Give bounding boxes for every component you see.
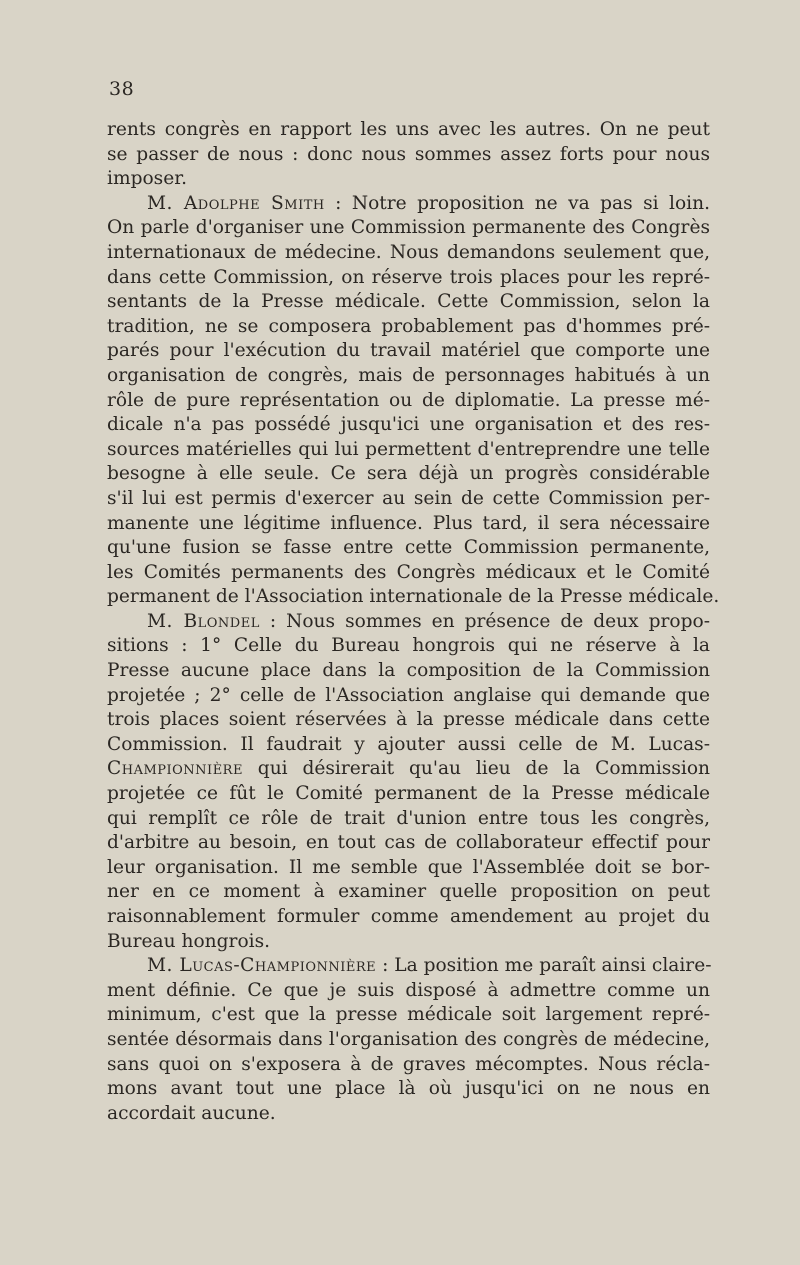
text-line: sans quoi on s'exposera à de graves mécomptes. Nous récla-	[107, 1053, 710, 1075]
text-line: rents congrès en rapport les uns avec les autres. On ne peut	[107, 119, 710, 140]
text-line: minimum, c'est que la presse médicale soit largement repré-	[107, 1004, 710, 1026]
text-line	[107, 954, 710, 979]
text-line	[107, 757, 710, 782]
text-line: d'arbitre au besoin, en tout cas de collaborateur effectif pour	[107, 832, 710, 854]
text-line: organisation de congrès, mais de personnages habitués à un	[107, 364, 710, 386]
text-line: accordait aucune.	[107, 1102, 276, 1124]
text-line	[107, 610, 710, 635]
text-line: se passer de nous : donc nous sommes assez forts pour nous	[107, 143, 710, 165]
text-line: On parle d'organiser une Commission permanente des Congrès	[107, 217, 710, 239]
paragraph	[107, 954, 710, 1126]
text-line: sentée désormais dans l'organisation des congrès de médecine,	[107, 1028, 710, 1050]
text-fragment: : Notre proposition ne va pas si loin.	[324, 192, 710, 214]
text-line: permanent de l'Association internationale de la Presse médicale.	[107, 586, 720, 608]
speaker-name: M. Adolphe Smith	[147, 192, 325, 214]
text-line: besogne à elle seule. Ce sera déjà un progrès considérable	[107, 463, 710, 485]
text-line: dans cette Commission, on réserve trois places pour les repré-	[107, 266, 710, 288]
text-fragment: qui désirerait qu'au lieu de la Commission	[242, 758, 710, 780]
person-name: Championnière	[107, 758, 243, 780]
text-line: sentants de la Presse médicale. Cette Commission, selon la	[107, 291, 710, 313]
text-line: qu'une fusion se fasse entre cette Commission permanente,	[107, 537, 710, 559]
text-line: projetée ce fût le Comité permanent de la Presse médicale	[107, 783, 710, 805]
text-line: s'il lui est permis d'exercer au sein de cette Commission per-	[107, 487, 710, 509]
paragraph	[107, 610, 710, 954]
speaker-name: M. Blondel	[147, 610, 260, 632]
speaker-name: M. Lucas-Championnière	[147, 955, 377, 977]
text-line: Presse aucune place dans la composition de la Commission	[107, 660, 710, 682]
text-line: rôle de pure représentation ou de diplomatie. La presse mé-	[107, 389, 710, 411]
text-line: ner en ce moment à examiner quelle proposition on peut	[107, 881, 710, 903]
text-line: ment définie. Ce que je suis disposé à admettre comme un	[107, 979, 710, 1001]
paragraph	[107, 118, 710, 192]
text-line: raisonnablement formuler comme amendement au projet du	[107, 906, 710, 927]
text-line: trois places soient réservées à la presse médicale dans cette	[107, 709, 710, 731]
text-fragment: : Nous sommes en présence de deux propo-	[259, 610, 710, 632]
text-line	[107, 192, 710, 217]
text-line: tradition, ne se composera probablement pas d'hommes pré-	[107, 315, 710, 337]
text-line: leur organisation. Il me semble que l'Assemblée doit se bor-	[107, 856, 710, 878]
text-line: internationaux de médecine. Nous demandons seulement que,	[107, 241, 710, 263]
text-line: sitions : 1° Celle du Bureau hongrois qui ne réserve à la	[107, 635, 710, 657]
text-line: imposer.	[107, 168, 187, 190]
text-line: projetée ; 2° celle de l'Association anglaise qui demande que	[107, 684, 710, 706]
text-line: Commission. Il faudrait y ajouter aussi celle de M. Lucas-	[107, 733, 710, 755]
text-line: parés pour l'exécution du travail matériel que comporte une	[107, 340, 710, 362]
text-line: sources matérielles qui lui permettent d'entreprendre une telle	[107, 438, 710, 460]
text-line: mons avant tout une place là où jusqu'ici on ne nous en	[107, 1078, 710, 1100]
body-text	[107, 118, 720, 1126]
text-line: qui remplît ce rôle de trait d'union entre tous les congrès,	[107, 807, 710, 829]
text-fragment: : La position me paraît ainsi claire-	[376, 955, 712, 977]
page-number: 38	[109, 78, 135, 100]
text-line: manente une légitime influence. Plus tard, il sera nécessaire	[107, 512, 710, 534]
text-line: dicale n'a pas possédé jusqu'ici une organisation et des res-	[107, 414, 710, 436]
text-line: Bureau hongrois.	[107, 930, 271, 952]
text-line: les Comités permanents des Congrès médicaux et le Comité	[107, 561, 710, 583]
paragraph	[107, 192, 720, 610]
